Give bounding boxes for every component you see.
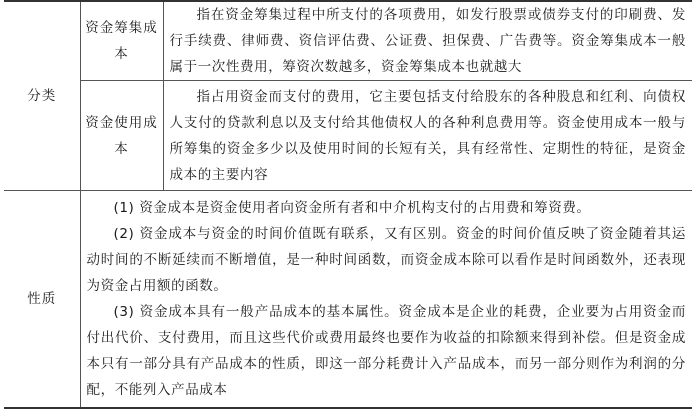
nature-label: 性质	[4, 191, 80, 409]
financing-cost-name: 资金筹集成本	[80, 1, 163, 81]
nature-point-1: (1) 资金成本是资金使用者向资金所有者和中介机构支付的占用费和筹资费。	[113, 200, 591, 216]
financing-cost-description	[163, 1, 692, 81]
classification-label: 分类	[4, 1, 80, 191]
capital-cost-table	[4, 0, 692, 409]
usage-cost-text: 指占用资金而支付的费用，它主要包括支付给股东的各种股息和红利、向债权人支付的贷款利息以及支付给其他债权人的各种利息费用等。资金使用成本一般与所筹集的资金多少以及使用时间的长短有关，具有经常性、定期性的特征，是资金成本的主要内容	[169, 88, 686, 183]
table-row	[4, 191, 692, 409]
financing-cost-text: 指在资金筹集过程中所支付的各项费用，如发行股票或债券支付的印刷费、发行手续费、律师费、资信评估费、公证费、担保费、广告费等。资金筹集成本一般属于一次性费用，筹资次数越多，资金筹集成本也就越大	[169, 7, 686, 75]
nature-description	[80, 191, 692, 409]
table-row	[4, 81, 692, 191]
nature-point-3: (3) 资金成本具有一般产品成本的基本属性。资金成本是企业的耗费，企业要为占用资金而付出代价、支付费用，而且这些代价或费用最终也要作为收益的扣除额来得到补偿。但是资金成本只有一部分具有产品成本的性质，即这一部分耗费计入产品成本，而另一部分则作为利润的分配，不能列入产品成本	[86, 304, 686, 398]
nature-point-2: (2) 资金成本与资金的时间价值既有联系，又有区别。资金的时间价值反映了资金随着其运动时间的不断延续而不断增值，是一种时间函数，而资金成本除可以看作是时间函数外，还表现为资金占用额的函数。	[86, 226, 686, 294]
table-row	[4, 1, 692, 81]
usage-cost-description	[163, 81, 692, 191]
usage-cost-name: 资金使用成本	[80, 81, 163, 191]
